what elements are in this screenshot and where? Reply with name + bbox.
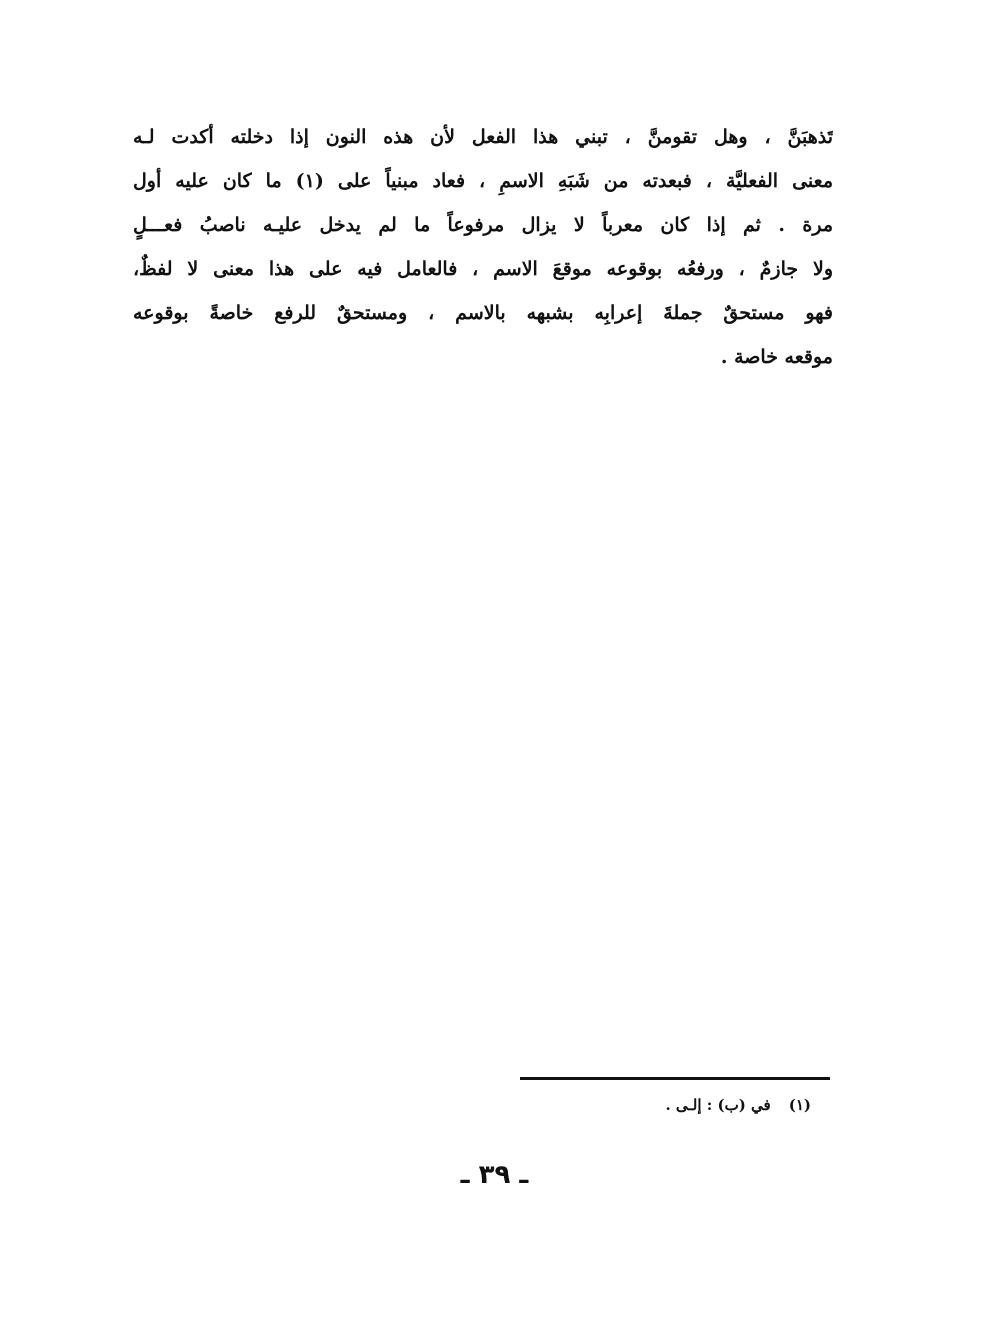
text-line: معنى الفعليَّة ، فبعدته من شَبَهِ الاسمِ ، فعاد مبنياً على (١) ما كان عليه أول	[133, 170, 833, 192]
footnote-separator	[520, 1077, 830, 1080]
footnote	[665, 1096, 811, 1114]
text-line: تَذهبَنَّ ، وهل تقومنَّ ، تبني هذا الفعل لأن هذه النون إذا دخلته أكدت لـه	[133, 126, 833, 148]
text-line: ولا جازمٌ ، ورفعُه بوقوعه موقعَ الاسم ، فالعامل فيه على هذا معنى لا لفظٌ،	[133, 258, 833, 280]
page-number: ـ ٣٩ ـ	[460, 1160, 529, 1190]
text-line: موقعه خاصة .	[720, 346, 833, 368]
text-line: مرة . ثم إذا كان معرباً لا يزال مرفوعاً ما لم يدخل عليـه ناصبُ فعـــلٍ	[133, 214, 833, 236]
footnote-text: في (ب) : إلـى .	[665, 1096, 771, 1114]
body-paragraph	[133, 115, 833, 379]
footnote-marker: (١)	[788, 1096, 811, 1114]
text-line: فهو مستحقٌ جملةَ إعرابِه بشبهه بالاسم ، ومستحقٌ للرفع خاصةً بوقوعه	[133, 302, 833, 324]
